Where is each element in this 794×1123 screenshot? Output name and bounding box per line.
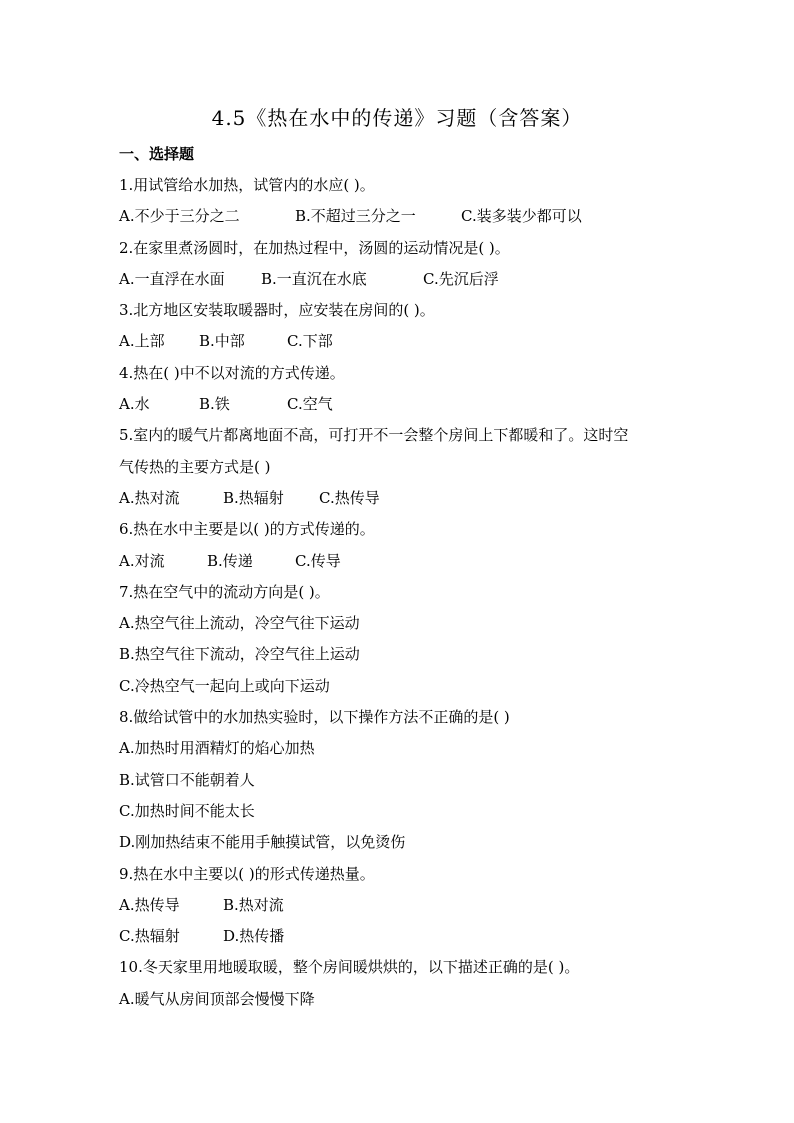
question-10-option-a: A.暖气从房间顶部会慢慢下降: [119, 989, 315, 1008]
question-7-option-a: A.热空气往上流动，冷空气往下运动: [119, 614, 360, 633]
question-8-option-a: A.加热时用酒精灯的焰心加热: [119, 739, 315, 758]
question-3-option-c: C.下部: [287, 332, 333, 351]
question-4-options: [119, 389, 699, 420]
question-6-option-a: A.对流: [119, 551, 165, 570]
question-5-options: [119, 483, 699, 514]
question-9-option-c: C.热辐射: [119, 927, 180, 946]
section-heading: 一、选择题: [119, 145, 195, 163]
question-7-option-c: C.冷热空气一起向上或向下运动: [119, 676, 330, 695]
question-1-options: [119, 201, 699, 232]
question-9-option-a: A.热传导: [119, 895, 180, 914]
question-3-option-a: A.上部: [119, 332, 165, 351]
question-5-option-a: A.热对流: [119, 488, 180, 507]
question-6-option-c: C.传导: [295, 551, 341, 570]
question-list: [119, 170, 699, 1015]
question-6-stem: 6.热在水中主要是以( )的方式传递的。: [119, 520, 375, 539]
question-1-option-a: A.不少于三分之二: [119, 207, 240, 226]
question-4-option-c: C.空气: [287, 395, 333, 414]
question-1-stem: 1.用试管给水加热，试管内的水应( )。: [119, 176, 375, 194]
question-7-option-b: B.热空气往下流动，冷空气往上运动: [119, 645, 360, 664]
question-3-option-b: B.中部: [199, 332, 245, 351]
question-5-option-b: B.热辐射: [223, 488, 284, 507]
question-4-option-b: B.铁: [199, 395, 230, 414]
question-5-stem-continued: 气传热的主要方式是( ): [119, 457, 271, 476]
question-4-stem: 4.热在( )中不以对流的方式传递。: [119, 363, 345, 382]
question-9-option-d: D.热传播: [223, 927, 285, 946]
question-6-options: [119, 546, 699, 577]
question-7-stem: 7.热在空气中的流动方向是( )。: [119, 582, 330, 601]
question-2-option-b: B.一直沉在水底: [261, 269, 367, 288]
question-5-option-c: C.热传导: [319, 488, 380, 507]
question-5-stem: 5.室内的暖气片都离地面不高，可打开不一会整个房间上下都暖和了。这时空: [119, 426, 629, 445]
question-10-stem: 10.冬天家里用地暖取暖，整个房间暖烘烘的，以下描述正确的是( )。: [119, 958, 580, 977]
question-6-option-b: B.传递: [207, 551, 253, 570]
question-9-option-b: B.热对流: [223, 895, 284, 914]
question-2-options: [119, 264, 699, 295]
question-3-stem: 3.北方地区安装取暖器时，应安装在房间的( )。: [119, 301, 435, 320]
question-4-option-a: A.水: [119, 395, 150, 414]
question-8-option-c: C.加热时间不能太长: [119, 801, 255, 820]
question-1-option-c: C.装多装少都可以: [461, 207, 582, 226]
question-9-options-row-2: [119, 921, 699, 952]
question-9-options-row-1: [119, 890, 699, 921]
question-8-stem: 8.做给试管中的水加热实验时，以下操作方法不正确的是( ): [119, 708, 510, 727]
question-2-stem: 2.在家里煮汤圆时，在加热过程中，汤圆的运动情况是( )。: [119, 238, 510, 257]
question-2-option-c: C.先沉后浮: [423, 269, 499, 288]
question-9-stem: 9.热在水中主要以( )的形式传递热量。: [119, 864, 375, 883]
question-1-option-b: B.不超过三分之一: [295, 207, 416, 226]
question-8-option-b: B.试管口不能朝着人: [119, 770, 255, 789]
question-3-options: [119, 326, 699, 357]
page-title: 4.5《热在水中的传递》习题（含答案）: [211, 106, 583, 130]
question-8-option-d: D.刚加热结束不能用手触摸试管，以免烫伤: [119, 833, 406, 852]
question-2-option-a: A.一直浮在水面: [119, 269, 225, 288]
